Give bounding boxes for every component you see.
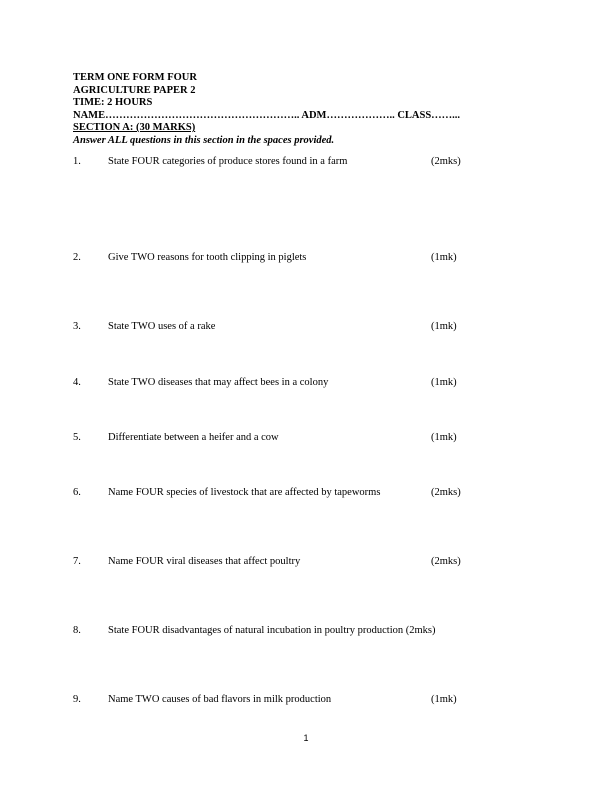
- page-number: 1: [303, 733, 309, 743]
- question-text: Name FOUR species of livestock that are affected by tapeworms: [108, 487, 381, 498]
- question-number: 9.: [73, 694, 81, 705]
- question-text: State TWO diseases that may affect bees in a colony: [108, 377, 329, 388]
- question-number: 6.: [73, 487, 81, 498]
- question-number: 8.: [73, 625, 81, 636]
- question-text: State TWO uses of a rake: [108, 321, 216, 332]
- question-marks: (1mk): [431, 432, 457, 443]
- exam-time: TIME: 2 HOURS: [73, 97, 153, 108]
- exam-subject: AGRICULTURE PAPER 2: [73, 84, 196, 96]
- question-text: Name FOUR viral diseases that affect poultry: [108, 556, 301, 567]
- exam-term: TERM ONE FORM FOUR: [73, 72, 197, 83]
- document-header: [73, 72, 460, 147]
- question-number: 2.: [73, 252, 81, 263]
- question-marks: (1mk): [431, 252, 457, 263]
- question-marks: (1mk): [431, 321, 457, 332]
- section-instructions: Answer ALL questions in this section in the spaces provided.: [73, 134, 335, 146]
- question-text: Differentiate between a heifer and a cow: [108, 432, 279, 443]
- question-text: State FOUR disadvantages of natural incubation in poultry production (2mks): [108, 625, 436, 636]
- student-details-line: NAME……………………………………………….. ADM……………….. CLASS……...: [73, 109, 461, 121]
- question-marks: (2mks): [431, 556, 461, 567]
- question-number: 5.: [73, 432, 81, 443]
- question-text: Name TWO causes of bad flavors in milk production: [108, 694, 332, 705]
- question-text: State FOUR categories of produce stores found in a farm: [108, 156, 348, 167]
- question-marks: (1mk): [431, 377, 457, 388]
- question-number: 1.: [73, 156, 81, 167]
- question-marks: (1mk): [431, 694, 457, 705]
- question-number: 4.: [73, 377, 81, 388]
- section-title: SECTION A: (30 MARKS): [73, 122, 196, 133]
- question-marks: (2mks): [431, 156, 461, 167]
- question-text: Give TWO reasons for tooth clipping in piglets: [108, 252, 307, 263]
- question-number: 7.: [73, 556, 81, 567]
- question-number: 3.: [73, 321, 81, 332]
- question-marks: (2mks): [431, 487, 461, 498]
